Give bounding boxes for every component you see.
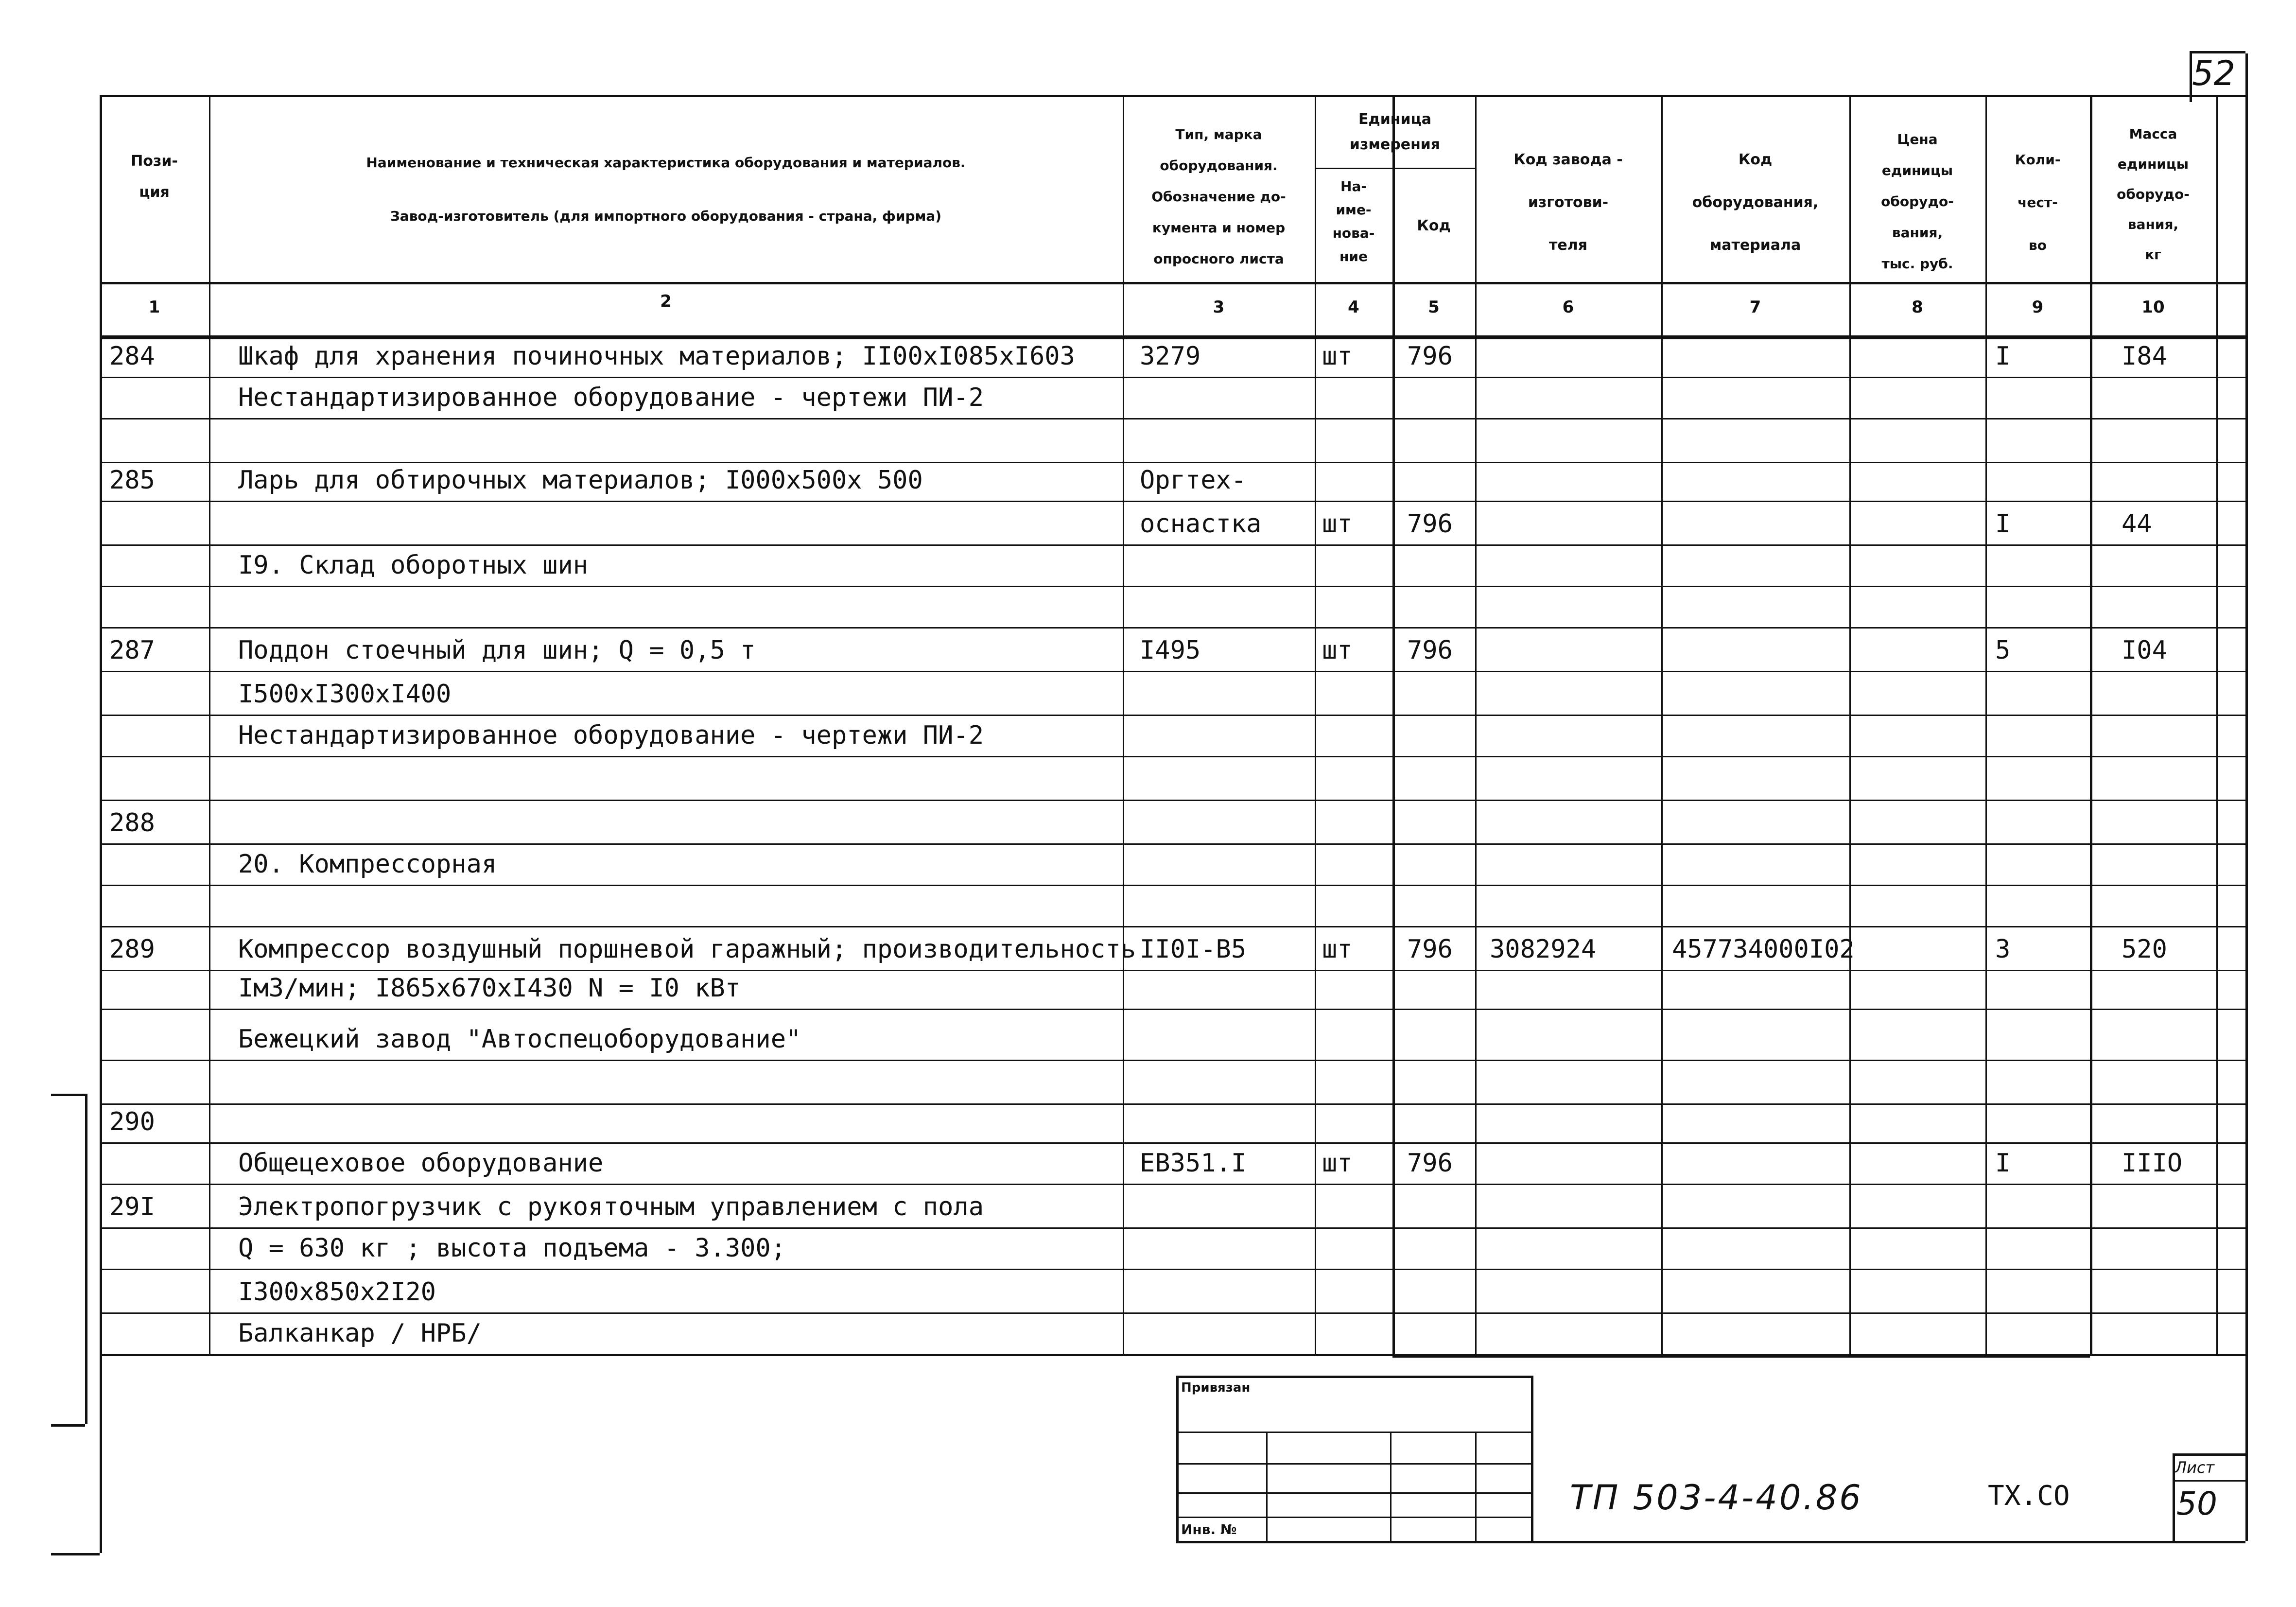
- grid-line: [1176, 1376, 1531, 1378]
- row-name: I500xI300xI400: [238, 680, 452, 709]
- grid-line: [2090, 95, 2092, 1354]
- grid-line: [100, 1269, 2245, 1270]
- header-c7: [1661, 139, 1849, 267]
- grid-line: [1176, 1376, 1179, 1541]
- row-name: Шкаф для хранения починочных материалов; II00xI085xI603: [238, 342, 1075, 371]
- row-mass: I84: [2122, 342, 2167, 371]
- sheet-corner-number: 52: [2192, 53, 2236, 93]
- column-number: 10: [2141, 297, 2165, 317]
- row-unit-code: 796: [1407, 509, 1453, 539]
- row-name: Нестандартизированное оборудование - чертежи ПИ-2: [238, 721, 984, 750]
- header-c8-line: оборудо-: [1881, 193, 1954, 210]
- grid-line: [1985, 95, 1987, 1354]
- column-number: 8: [1912, 297, 1923, 317]
- header-c8-line: тыс. руб.: [1881, 256, 1953, 272]
- header-c9-line: во: [2029, 237, 2047, 253]
- grid-line: [100, 885, 2245, 886]
- header-c2-line: Наименование и техническая характеристика оборудования и материалов.: [366, 155, 966, 171]
- row-pos: 284: [109, 342, 155, 371]
- row-plant-code: 3082924: [1490, 935, 1597, 964]
- row-name: Нестандартизированное оборудование - чертежи ПИ-2: [238, 383, 984, 412]
- grid-line: [1176, 1492, 1531, 1494]
- row-type: оснастка: [1140, 509, 1262, 539]
- row-pos: 285: [109, 466, 155, 495]
- header-c5-line: Код: [1417, 217, 1451, 234]
- grid-line: [100, 756, 2245, 757]
- grid-line: [100, 282, 2245, 284]
- grid-line: [1315, 168, 1475, 169]
- row-name: Ларь для обтирочных материалов; I000x500x 500: [238, 466, 923, 495]
- row-unit: шт: [1322, 935, 1353, 964]
- header-c8-line: Цена: [1897, 131, 1938, 147]
- grid-line: [100, 544, 2245, 546]
- grid-line: [100, 843, 2245, 845]
- stamp-tied-label: Привязан: [1181, 1380, 1251, 1395]
- row-name: Q = 630 кг ; высота подъема - 3.300;: [238, 1234, 786, 1263]
- grid-line: [51, 1424, 85, 1427]
- header-c3-line: опросного листа: [1153, 251, 1284, 267]
- header-c7-line: оборудования,: [1692, 194, 1819, 211]
- row-mass: 520: [2122, 935, 2167, 964]
- grid-line: [1123, 95, 1124, 1354]
- grid-line: [2173, 1453, 2245, 1456]
- header-c5: [1392, 211, 1475, 241]
- grid-line: [1392, 1354, 2090, 1358]
- header-c10-line: Масса: [2129, 126, 2177, 142]
- row-unit-code: 796: [1407, 935, 1453, 964]
- row-qty: I: [1995, 1149, 2011, 1178]
- header-unit_group-line: Единица: [1358, 111, 1431, 128]
- grid-line: [51, 1094, 85, 1096]
- header-c6-line: теля: [1549, 237, 1587, 254]
- row-qty: 5: [1995, 636, 2011, 665]
- header-c7-line: материала: [1709, 237, 1801, 254]
- grid-line: [100, 1184, 2245, 1185]
- header-c9-line: Коли-: [2015, 152, 2061, 168]
- header-c4-line: На-: [1340, 178, 1367, 194]
- stamp-document-number: ТП 503-4-40.86: [1570, 1478, 1863, 1518]
- grid-line: [1176, 1517, 1531, 1518]
- header-c1-line: ция: [139, 184, 170, 201]
- grid-line: [1176, 1541, 2245, 1543]
- row-mass: 44: [2122, 509, 2152, 539]
- column-number: 3: [1213, 297, 1225, 317]
- header-c8-line: единицы: [1881, 162, 1953, 178]
- grid-line: [100, 1060, 2245, 1061]
- grid-line: [100, 1142, 2245, 1144]
- row-name: Общецеховое оборудование: [238, 1149, 604, 1178]
- header-c3-line: оборудования.: [1160, 157, 1278, 174]
- grid-line: [1475, 95, 1477, 1354]
- header-c7-line: Код: [1738, 151, 1773, 168]
- column-number: 7: [1749, 297, 1761, 317]
- row-name: Iм3/мин; I865x670xI430 N = I0 кВт: [238, 974, 741, 1003]
- row-name: I9. Склад оборотных шин: [238, 551, 589, 580]
- grid-line: [2173, 1480, 2245, 1482]
- header-c8: [1849, 124, 1985, 279]
- grid-line: [100, 335, 2245, 339]
- header-c4-line: име-: [1336, 202, 1372, 218]
- header-c8-line: вания,: [1892, 225, 1943, 241]
- grid-line: [100, 586, 2245, 587]
- grid-line: [2245, 53, 2248, 1541]
- row-type: Оргтех-: [1140, 466, 1247, 495]
- row-name: I300x850x2I20: [238, 1277, 436, 1307]
- row-qty: I: [1995, 342, 2011, 371]
- header-c6-line: изготови-: [1528, 194, 1609, 211]
- grid-line: [1661, 95, 1663, 1354]
- row-pos: 289: [109, 935, 155, 964]
- grid-line: [100, 671, 2245, 672]
- grid-line: [100, 800, 2245, 801]
- grid-line: [1475, 1432, 1477, 1541]
- header-c10-line: вания,: [2127, 216, 2179, 232]
- grid-line: [100, 627, 2245, 629]
- row-name: Бежецкий завод "Автоспецоборудование": [238, 1025, 801, 1054]
- row-name: Балканкар / НРБ/: [238, 1319, 482, 1348]
- column-number: 1: [148, 297, 160, 317]
- header-c4: [1315, 175, 1392, 268]
- header-c9-line: чест-: [2018, 194, 2058, 210]
- header-c3: [1123, 119, 1315, 275]
- grid-line: [85, 1094, 87, 1424]
- header-c10-line: единицы: [2117, 156, 2189, 172]
- row-mass: IIIO: [2122, 1149, 2183, 1178]
- grid-line: [100, 970, 2245, 971]
- column-number: 5: [1428, 297, 1440, 317]
- row-pos: 287: [109, 636, 155, 665]
- grid-line: [1315, 95, 1316, 1354]
- column-number: 4: [1348, 297, 1359, 317]
- stamp-sheet-number: 50: [2176, 1485, 2217, 1522]
- row-name: 20. Компрессорная: [238, 850, 497, 879]
- header-c10: [2090, 119, 2216, 270]
- header-unit_group-line: измерения: [1349, 136, 1441, 153]
- row-name: Компрессор воздушный поршневой гаражный; производительность: [238, 935, 1136, 964]
- header-c1: [100, 146, 209, 208]
- row-qty: I: [1995, 509, 2011, 539]
- header-c4-line: нова-: [1332, 225, 1375, 241]
- header-c10-line: оборудо-: [2117, 186, 2190, 202]
- row-qty: 3: [1995, 935, 2011, 964]
- column-number: 9: [2032, 297, 2044, 317]
- row-type: 3279: [1140, 342, 1201, 371]
- header-unit_group: [1315, 107, 1475, 157]
- row-mass: I04: [2122, 636, 2167, 665]
- row-name: Поддон стоечный для шин; Q = 0,5 т: [238, 636, 756, 665]
- header-c3-line: кумента и номер: [1152, 220, 1286, 236]
- header-c1-line: Пози-: [131, 153, 178, 170]
- row-pos: 29I: [109, 1192, 155, 1222]
- grid-line: [1266, 1432, 1268, 1541]
- grid-line: [100, 462, 2245, 463]
- header-c9: [1985, 139, 2090, 267]
- grid-line: [1390, 1432, 1392, 1541]
- row-type: II0I-B5: [1140, 935, 1247, 964]
- grid-line: [1392, 95, 1395, 1354]
- row-unit-code: 796: [1407, 342, 1453, 371]
- grid-line: [100, 1227, 2245, 1229]
- grid-line: [209, 95, 210, 1354]
- row-name: Электропогрузчик с рукояточным управлением с пола: [238, 1192, 984, 1222]
- grid-line: [1176, 1432, 1531, 1433]
- row-unit: шт: [1322, 342, 1353, 371]
- grid-line: [1849, 95, 1851, 1354]
- grid-line: [100, 715, 2245, 716]
- grid-line: [100, 926, 2245, 927]
- column-number: 6: [1562, 297, 1574, 317]
- grid-line: [2216, 95, 2218, 1354]
- grid-line: [1531, 1376, 1533, 1541]
- header-c10-line: кг: [2145, 246, 2161, 262]
- grid-line: [100, 501, 2245, 502]
- grid-line: [100, 418, 2245, 419]
- header-c6-line: Код завода -: [1513, 151, 1623, 168]
- column-number: 2: [660, 292, 672, 311]
- grid-line: [1176, 1463, 1531, 1465]
- row-unit-code: 796: [1407, 636, 1453, 665]
- header-c3-line: Тип, марка: [1175, 126, 1262, 142]
- row-pos: 290: [109, 1107, 155, 1136]
- stamp-sheet-label: Лист: [2175, 1458, 2215, 1477]
- row-unit: шт: [1322, 636, 1353, 665]
- row-type: EB351.I: [1140, 1149, 1247, 1178]
- stamp-inventory-label: Инв. №: [1181, 1521, 1237, 1537]
- grid-line: [100, 1009, 2245, 1010]
- stamp-section-code: ТХ.СО: [1988, 1480, 2070, 1512]
- row-unit-code: 796: [1407, 1149, 1453, 1178]
- header-c2: [209, 136, 1123, 243]
- row-equip-code: 457734000I02: [1672, 935, 1855, 964]
- grid-line: [100, 377, 2245, 378]
- header-c3-line: Обозначение до-: [1151, 189, 1286, 205]
- grid-line: [51, 1553, 100, 1555]
- grid-line: [100, 95, 2245, 97]
- row-type: I495: [1140, 636, 1201, 665]
- header-c6: [1475, 139, 1661, 267]
- row-unit: шт: [1322, 509, 1353, 539]
- header-c4-line: ние: [1339, 248, 1368, 264]
- grid-line: [100, 1103, 2245, 1105]
- row-unit: шт: [1322, 1149, 1353, 1178]
- row-pos: 288: [109, 808, 155, 838]
- header-c2-line: Завод-изготовитель (для импортного оборудования - страна, фирма): [390, 208, 942, 224]
- grid-line: [100, 1312, 2245, 1314]
